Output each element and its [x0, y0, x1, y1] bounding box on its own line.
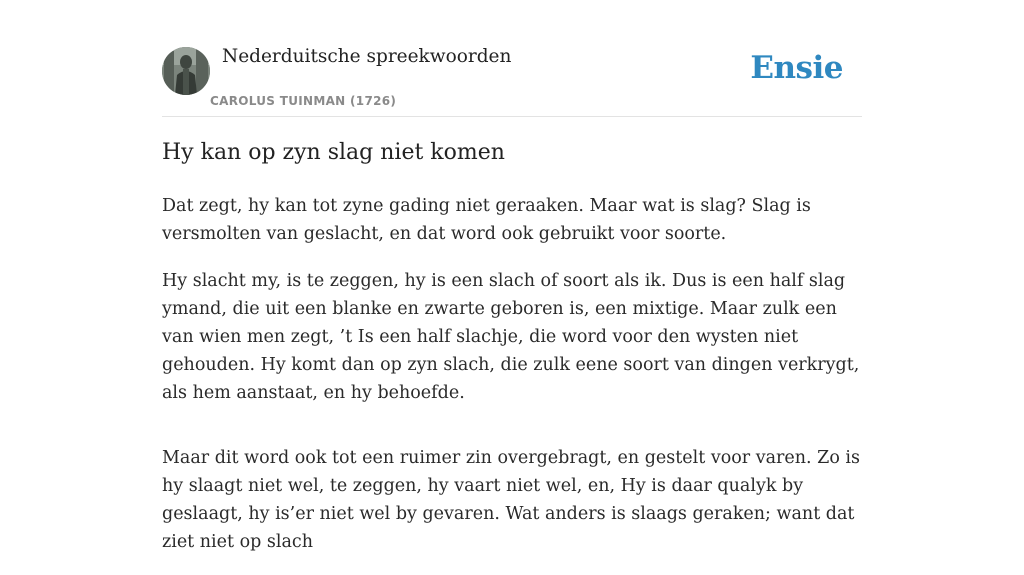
- entry-paragraph: Dat zegt, hy kan tot zyne gading niet geraaken. Maar wat is slag? Slag is versmolten van geslacht, en dat word ook gebruikt voor soorte.: [162, 196, 811, 244]
- entry-body: [162, 192, 862, 575]
- statue-portrait-icon: [162, 47, 210, 95]
- entry-title: Hy kan op zyn slag niet komen: [162, 140, 505, 165]
- header: [162, 0, 862, 117]
- entry-paragraph: Hy slacht my, is te zeggen, hy is een slach of soort als ik. Dus is een half slag ymand, die uit een blanke en zwarte geboren is, een mixtige. Maar zulk een van wien men zegt, ’t Is een half slachje, die word voor den wysten niet gehouden. Hy komt dan op zyn slach, die zulk eene soort van dingen verkrygt, als hem aanstaat, en hy behoefde.: [162, 271, 860, 403]
- entry-paragraph: Maar dit word ook tot een ruimer zin overgebragt, en gestelt voor varen. Zo is hy slaagt niet wel, te zeggen, hy vaart niet wel, en, Hy is daar qualyk by geslaagt, hy is’er niet wel by gevaren. Wat anders is slaags geraken; want dat ziet niet op slach: [162, 448, 861, 552]
- book-avatar[interactable]: [162, 47, 210, 95]
- book-author: CAROLUS TUINMAN (1726): [210, 94, 397, 108]
- page: [162, 0, 862, 552]
- ensie-logo[interactable]: Ensie: [750, 50, 843, 86]
- book-title[interactable]: Nederduitsche spreekwoorden: [222, 46, 512, 67]
